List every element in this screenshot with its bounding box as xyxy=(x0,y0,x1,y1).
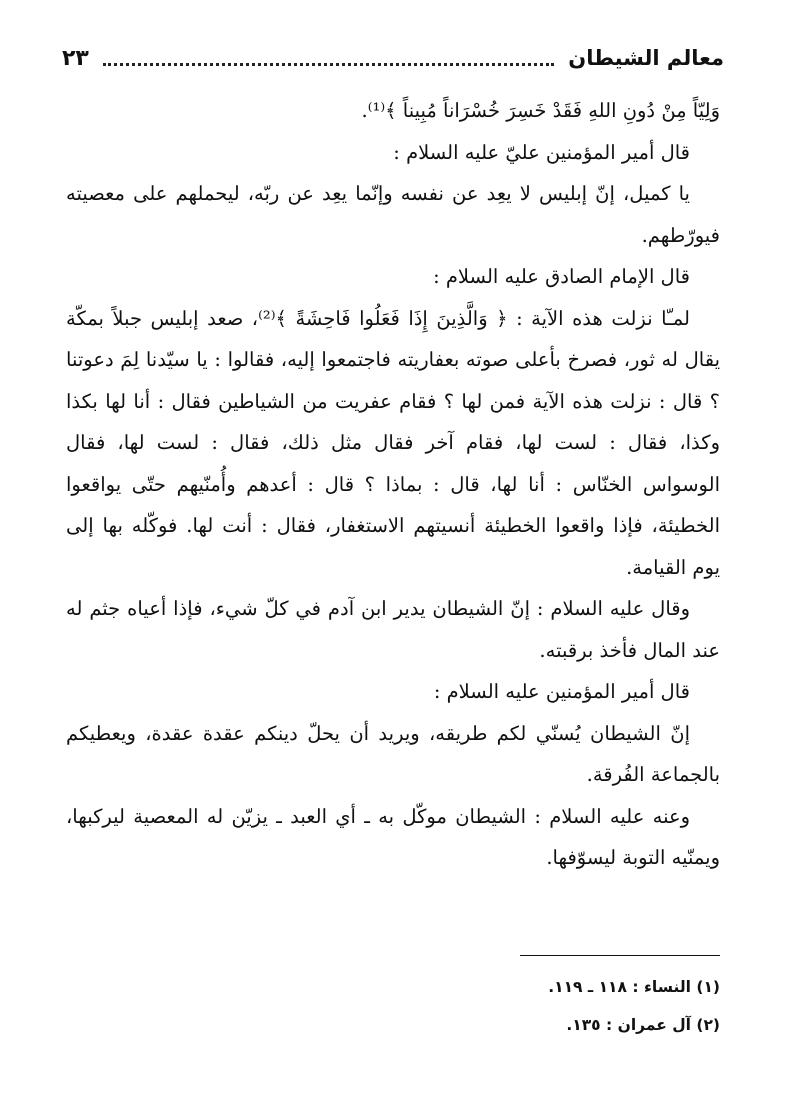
body-paragraph-heading-amir-2: قال أمير المؤمنين عليه السلام : xyxy=(433,680,690,703)
footnote-divider xyxy=(520,955,720,956)
running-header xyxy=(62,40,724,76)
leader-dots xyxy=(103,63,554,66)
body-paragraph-repentance: وعنه عليه السلام : الشيطان موكّل به ـ أي العبد ـ يزيّن له المعصية ليركبها، ويمنّيه التوبة ليسوّفها. xyxy=(66,804,720,869)
body-paragraph-kumayl: يا كميل، إنّ إبليس لا يعِد عن نفسه وإنّما يعِد عن ربّه، ليحملهم على معصيته فيورّطهم. xyxy=(66,182,720,247)
footnote-1: (١) النساء : ١١٨ ـ ١١٩. xyxy=(548,978,720,996)
page-number: ٢٣ xyxy=(62,45,89,71)
body-paragraph-path: إنّ الشيطان يُسنّي لكم طريقه، ويريد أن يحلّ دينكم عقدة عقدة، ويعطيكم بالجماعة الفُرقة. xyxy=(66,721,720,786)
body-paragraph-quran-ending: وَلِيّاً مِنْ دُونِ اللهِ فَقَدْ خَسِرَ خُسْرَاناً مُبِيناً ﴾⁽¹⁾. xyxy=(361,99,720,122)
footnotes xyxy=(300,968,720,1044)
book-title: معالم الشيطان xyxy=(568,46,724,70)
body-paragraph-iblis-story: لمـّا نزلت هذه الآية : ﴿ وَالَّذِينَ إِذَا فَعَلُوا فَاحِشَةً ﴾⁽²⁾، صعد إبليس جبلاً بمكّة يقال له ثور، فصرخ بأعلى صوته بعفاريته فاجتمعوا إليه، فقالوا : يا سيّدنا لِمَ دعوتنا ؟ قال : نزلت هذه الآية فمن لها ؟ فقام عفريت من الشياطين فقال : أنا لها بكذا وكذا، فقال : لست لها، فقام آخر فقال مثل ذلك، فقال : لست لها، فقال الوسواس الخنّاس : أنا لها، قال : بماذا ؟ قال : أعدهم وأُمنّيهم حتّى يواقعوا الخطيئة، فإذا واقعوا الخطيئة أنسيتهم الاستغفار، فقال : أنت لها. فوكّله بها إلى يوم القيامة. xyxy=(66,306,720,579)
body-paragraph-ibn-adam: وقال عليه السلام : إنّ الشيطان يدير ابن آدم في كلّ شيء، فإذا أعياه جثم له عند المال فأخذ برقبته. xyxy=(66,597,720,662)
body-paragraph-heading-sadiq: قال الإمام الصادق عليه السلام : xyxy=(433,265,690,288)
footnote-2: (٢) آل عمران : ١٣٥. xyxy=(566,1016,720,1034)
body-paragraph-heading-amir: قال أمير المؤمنين عليّ عليه السلام : xyxy=(393,140,690,164)
page-body xyxy=(66,90,720,879)
